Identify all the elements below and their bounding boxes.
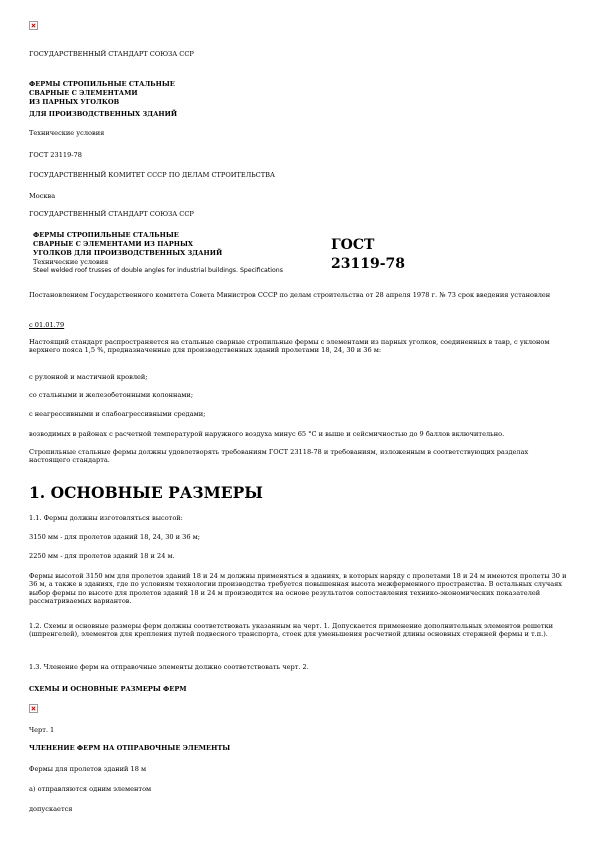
state-standard-heading-2: ГОСУДАРСТВЕННЫЙ СТАНДАРТ СОЮЗА ССР [29, 210, 194, 218]
trusses-18-heading: Фермы для пролетов зданий 18 м [29, 765, 147, 773]
scope-item-4: возводимых в районах с расчетной температурой наружного воздуха минус 65 °С и выше и сейсмичностью до 9 баллов включительно. [29, 430, 505, 438]
clause-1-3: 1.3. Членение ферм на отправочные элементы должно соответствовать черт. 2. [29, 663, 309, 671]
item-a: а) отправляются одним элементом [29, 785, 152, 793]
scope-item-2: со стальными и железобетонными колоннами; [29, 391, 194, 399]
scope-paragraph: Настоящий стандарт распространяется на стальные сварные стропильные фермы с элементами из парных уголков, соединенных в тавр, с уклоном верхнего пояса 1,5 %, предназначенные для производственных зданий пролетами 18, 24, 30 и 36 м: [29, 338, 550, 355]
height-3150: 3150 мм - для пролетов зданий 18, 24, 30 и 36 м; [29, 533, 201, 541]
schemes-heading: СХЕМЫ И ОСНОВНЫЕ РАЗМЕРЫ ФЕРМ [29, 685, 187, 693]
section-1-heading: 1. ОСНОВНЫЕ РАЗМЕРЫ [29, 483, 263, 502]
english-title: Steel welded roof trusses of double angles for industrial buildings. Specifications [33, 267, 283, 274]
titlebox-line-2: СВАРНЫЕ С ЭЛЕМЕНТАМИ ИЗ ПАРНЫХ [33, 240, 194, 248]
clause-1-2: 1.2. Схемы и основные размеры ферм должны соответствовать указанным на черт. 1. Допускается применение дополнительных элементов решетки (шпренгелей), элементов для крепления путей подвесного транспорта, стоек для уменьшения расчетной длины основных стержней фермы и т.п.). [29, 622, 554, 639]
titlebox-line-1: ФЕРМЫ СТРОПИЛЬНЫЕ СТАЛЬНЫЕ [33, 231, 179, 239]
broken-image-icon [29, 704, 38, 713]
title-line-1: ФЕРМЫ СТРОПИЛЬНЫЕ СТАЛЬНЫЕ [29, 80, 175, 88]
gost-code-number: 23119-78 [331, 256, 405, 272]
title-line-2: СВАРНЫЕ С ЭЛЕМЕНТАМИ [29, 89, 138, 97]
title-line-3: ИЗ ПАРНЫХ УГОЛКОВ [29, 98, 120, 106]
gost-label: ГОСТ [331, 237, 375, 253]
requirements-paragraph: Стропильные стальные фермы должны удовлетворять требованиям ГОСТ 23118-78 и требованиям, изложенным в соответствующих разделах настоящего стандарта. [29, 448, 529, 465]
state-standard-heading: ГОСУДАРСТВЕННЫЙ СТАНДАРТ СОЮЗА ССР [29, 50, 194, 58]
figure-1-caption: Черт. 1 [29, 726, 55, 734]
clause-1-1: 1.1. Фермы должны изготовляться высотой: [29, 514, 183, 522]
gost-code-block [331, 236, 405, 274]
committee: ГОСУДАРСТВЕННЫЙ КОМИТЕТ СССР ПО ДЕЛАМ СТРОИТЕЛЬСТВА [29, 171, 275, 179]
title-line-4: ДЛЯ ПРОИЗВОДСТВЕННЫХ ЗДАНИЙ [29, 110, 178, 118]
scope-item-3: с неагрессивными и слабоагрессивными средами; [29, 410, 206, 418]
titlebox-line-3: УГОЛКОВ ДЛЯ ПРОИЗВОДСТВЕННЫХ ЗДАНИЙ [33, 249, 223, 257]
decree-paragraph: Постановлением Государственного комитета Совета Министров СССР по делам строительства от 28 апреля 1978 г. № 73 срок введения установлен [29, 291, 551, 299]
titlebox-line-4: Технические условия [33, 258, 109, 266]
tech-conditions: Технические условия [29, 129, 105, 137]
intro-date: с 01.01.79 [29, 321, 65, 329]
height-2250: 2250 мм - для пролетов зданий 18 и 24 м. [29, 552, 175, 560]
splitting-heading: ЧЛЕНЕНИЕ ФЕРМ НА ОТПРАВОЧНЫЕ ЭЛЕМЕНТЫ [29, 744, 231, 752]
gost-number: ГОСТ 23119-78 [29, 151, 82, 159]
city: Москва [29, 192, 56, 200]
broken-image-icon [29, 21, 38, 30]
allowed-text: допускается [29, 805, 73, 813]
height-paragraph: Фермы высотой 3150 мм для пролетов зданий 18 и 24 м должны применяться в зданиях, в которых наряду с пролетами 18 и 24 м имеются пролеты 30 и 36 м, а также в зданиях, где по условиям технологии производства требуется повышенная высота межферменного пространства. В остальных случаях выбор фермы по высоте для пролетов зданий 18 и 24 м производится на основе результатов сопоставления технико-экономических показателей рассматриваемых вариантов. [29, 572, 567, 606]
scope-item-1: с рулонной и мастичной кровлей; [29, 373, 148, 381]
